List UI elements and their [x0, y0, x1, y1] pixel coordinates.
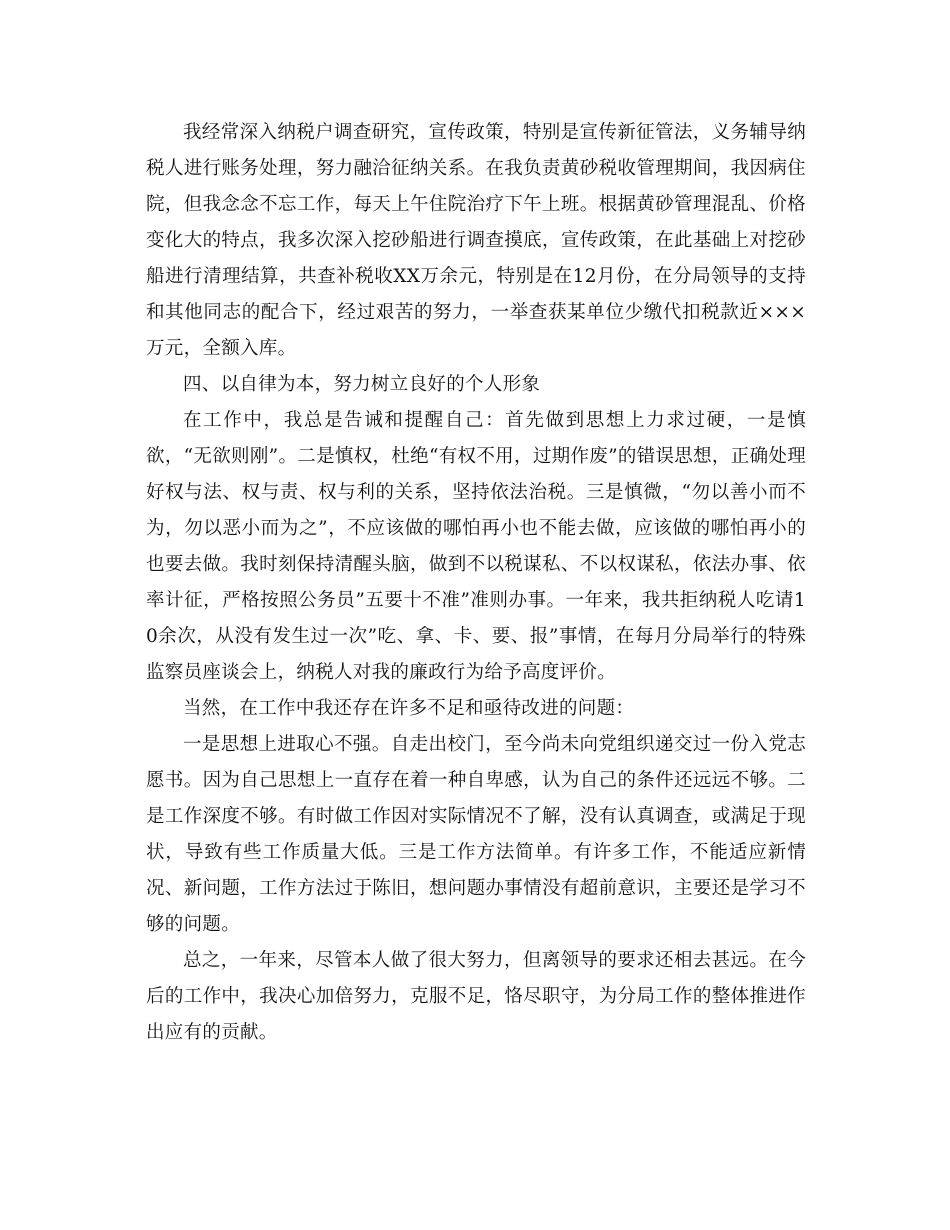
paragraph-conclusion: 总之，一年来，尽管本人做了很大努力，但离领导的要求还相去甚远。在今后的工作中，我决心加倍努力，克服不足，恪尽职守，为分局工作的整体推进作出应有的贡献。 [146, 950, 806, 1043]
document-body [146, 115, 806, 1051]
section-heading-self-discipline: 四、以自律为本，努力树立良好的个人形象 [183, 374, 541, 395]
paragraph-shortcomings-intro: 当然，在工作中我还存在许多不足和亟待改进的问题： [183, 698, 635, 719]
paragraph-shortcomings: 一是思想上进取心不强。自走出校门，至今尚未向党组织递交过一份入党志愿书。因为自己思想上一直存在着一种自卑感，认为自己的条件还远远不够。二是工作深度不够。有时做工作因对实际情况不了解，没有认真调查，或满足于现状，导致有些工作质量大低。三是工作方法简单。有许多工作，不能适应新情况、新问题，工作方法过于陈旧，想问题办事情没有超前意识，主要还是学习不够的问题。 [146, 734, 806, 935]
paragraph-tax-work: 我经常深入纳税户调查研究，宣传政策，特别是宣传新征管法，义务辅导纳税人进行账务处理，努力融洽征纳关系。在我负责黄砂税收管理期间，我因病住院，但我念念不忘工作，每天上午住院治疗下午上班。根据黄砂管理混乱、价格变化大的特点，我多次深入挖砂船进行调查摸底，宣传政策，在此基础上对挖砂船进行清理结算，共查补税收XX万余元，特别是在12月份，在分局领导的支持和其他同志的配合下，经过艰苦的努力，一举查获某单位少缴代扣税款近×××万元，全额入库。 [146, 122, 806, 359]
paragraph-self-discipline: 在工作中，我总是告诫和提醒自己：首先做到思想上力求过硬，一是慎欲，“无欲则刚”。二是慎权，杜绝“有权不用，过期作废”的错误思想，正确处理好权与法、权与责、权与利的关系，坚持依法治税。三是慎微，“勿以善小而不为，勿以恶小而为之”，不应该做的哪怕再小也不能去做，应该做的哪怕再小的也要去做。我时刻保持清醒头脑，做到不以税谋私、不以权谋私，依法办事、依率计征，严格按照公务员”五要十不准”准则办事。一年来，我共拒纳税人吃请10余次，从没有发生过一次”吃、拿、卡、要、报”事情，在每月分局举行的特殊监察员座谈会上，纳税人对我的廉政行为给予高度评价。 [146, 410, 806, 683]
